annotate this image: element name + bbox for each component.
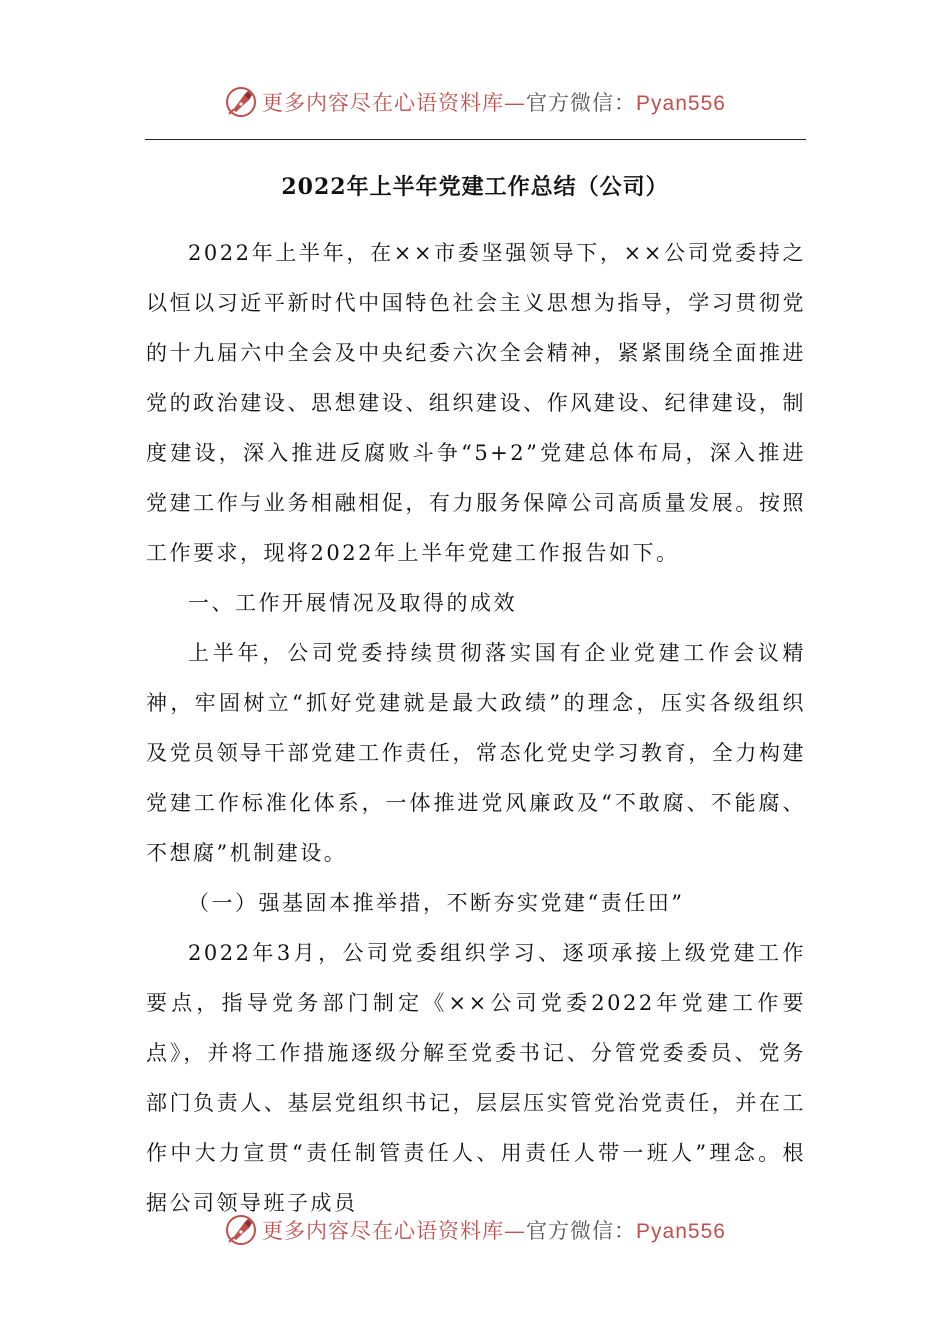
watermark-text [262, 87, 726, 117]
paragraph-intro: 2022年上半年，在××市委坚强领导下，××公司党委持之以恒以习近平新时代中国特色社会主义思想为指导，学习贯彻党的十九届六中全会及中央纪委六次全会精神，紧紧围绕全面推进党的政治建设、思想建设、组织建设、作风建设、纪律建设，制度建设，深入推进反腐败斗争“5+2”党建总体布局，深入推进党建工作与业务相融相促，有力服务保障公司高质量发展。按照工作要求，现将2022年上半年党建工作报告如下。 [146, 241, 806, 565]
watermark-library-name: 更多内容尽在心语资料库 [262, 91, 505, 115]
subsection-heading-1: （一）强基固本推举措，不断夯实党建“责任田” [188, 891, 685, 915]
watermark-wechat-id: Pyan556 [636, 1220, 726, 1243]
pen-nib-logo-icon [224, 1213, 258, 1247]
paragraph-measures: 2022年3月，公司党委组织学习、逐项承接上级党建工作要点，指导党务部门制定《××公司党委2022年党建工作要点》，并将工作措施逐级分解至党委书记、分管党委委员、党务部门负责人、基层党组织书记，层层压实管党治党责任，并在工作中大力宣贯“责任制管责任人、用责任人带一班人”理念。根据公司领导班子成员 [146, 941, 806, 1215]
header-watermark [0, 82, 950, 122]
footer-watermark [0, 1210, 950, 1250]
pen-nib-logo-icon [224, 85, 258, 119]
watermark-dash: — [504, 1219, 527, 1243]
section-heading-1: 一、工作开展情况及取得的成效 [188, 591, 517, 615]
watermark-dash: — [504, 91, 527, 115]
header-divider [145, 139, 806, 140]
watermark-wechat-label: 官方微信： [526, 1219, 637, 1243]
watermark-library-name: 更多内容尽在心语资料库 [262, 1219, 505, 1243]
document-body [146, 228, 806, 1228]
document-title: 2022年上半年党建工作总结（公司） [281, 174, 669, 200]
watermark-text [262, 1215, 726, 1245]
watermark-wechat-id: Pyan556 [636, 92, 726, 115]
paragraph-summary: 上半年，公司党委持续贯彻落实国有企业党建工作会议精神，牢固树立“抓好党建就是最大政绩”的理念，压实各级组织及党员领导干部党建工作责任，常态化党史学习教育，全力构建党建工作标准化体系，一体推进党风廉政及“不敢腐、不能腐、不想腐”机制建设。 [146, 641, 806, 865]
watermark-wechat-label: 官方微信： [526, 91, 637, 115]
